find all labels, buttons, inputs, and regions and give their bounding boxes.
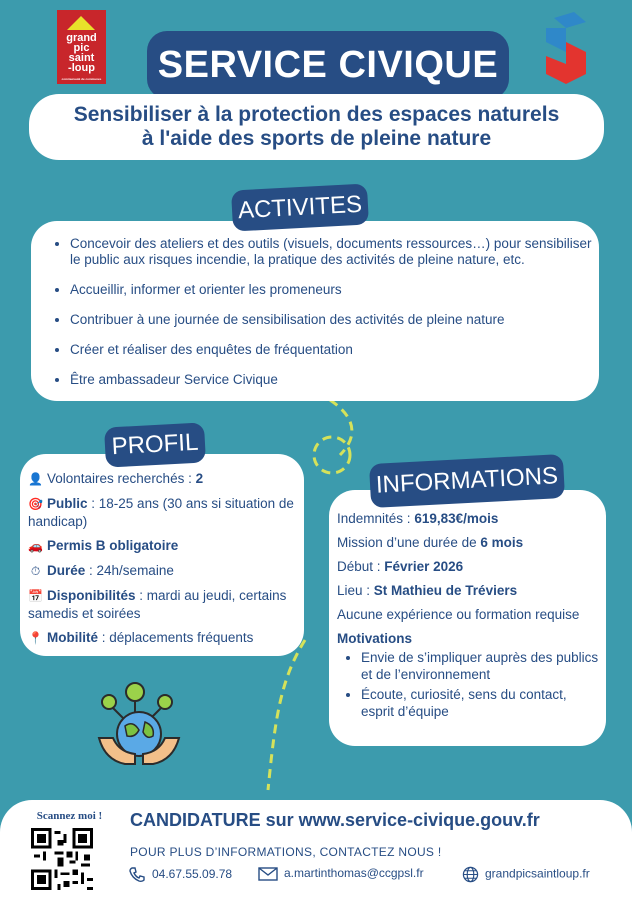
- page-title: SERVICE CIVIQUE: [147, 31, 509, 99]
- motivations-list: [337, 649, 603, 720]
- profil-permis: 🚗 Permis B obligatoire: [28, 538, 179, 553]
- target-icon: 🎯: [28, 497, 43, 511]
- subtitle-line-2: à l'aide des sports de pleine nature: [141, 127, 492, 150]
- profil-volontaires: 👤 Volontaires recherchés : 2: [28, 471, 204, 486]
- logo-text-line: pic: [73, 42, 90, 54]
- phone-icon: [128, 866, 146, 884]
- email-contact[interactable]: a.martinthomas@ccgpsl.fr: [258, 866, 424, 882]
- list-item: • Écoute, curiosité, sens du contact, esprit d’équipe: [361, 686, 603, 720]
- info-experience: Aucune expérience ou formation requise: [337, 607, 580, 622]
- logo-text-line: saint: [68, 52, 95, 64]
- car-icon: 🚗: [28, 539, 43, 553]
- profil-disponibilites: 📅 Disponibilités : mardi au jeudi, certains samedis et soirées: [28, 588, 287, 621]
- person-icon: 👤: [28, 472, 43, 486]
- info-debut: Début : Février 2026: [337, 559, 464, 574]
- info-motivations: Motivations • Envie de s’impliquer auprès des publics et de l’environnement • Écoute, curiosité, sens du contact, esprit d’équipe: [337, 630, 603, 720]
- logo-text-line: grand: [66, 32, 97, 44]
- profil-list: [28, 470, 300, 654]
- calendar-icon: 📅: [28, 589, 43, 603]
- candidature-link[interactable]: CANDIDATURE sur www.service-civique.gouv.fr: [130, 810, 540, 830]
- profil-public: 🎯 Public : 18-25 ans (30 ans si situation de handicap): [28, 496, 294, 529]
- info-lieu: Lieu : St Mathieu de Tréviers: [337, 583, 518, 598]
- grand-pic-saint-loup-logo: [57, 10, 106, 84]
- list-item: • Contribuer à une journée de sensibilisation des activités de pleine nature: [70, 312, 600, 328]
- contact-heading: POUR PLUS D’INFORMATIONS, CONTACTEZ NOUS !: [130, 845, 442, 859]
- subtitle-box: [29, 94, 604, 160]
- list-item: • Être ambassadeur Service Civique: [70, 372, 600, 388]
- stopwatch-icon: ⏱: [30, 564, 41, 578]
- mountain-icon: [67, 16, 95, 30]
- profil-heading: PROFIL: [104, 422, 206, 467]
- logo-text-line: -loup: [68, 62, 95, 74]
- list-item: • Créer et réaliser des enquêtes de fréquentation: [70, 342, 600, 358]
- route-icon: 📍: [28, 631, 43, 645]
- info-indemnites: Indemnités : 619,83€/mois: [337, 511, 499, 526]
- activites-heading: ACTIVITES: [231, 183, 369, 231]
- website-contact[interactable]: grandpicsaintloup.fr: [462, 866, 590, 883]
- phone-contact[interactable]: 04.67.55.09.78: [128, 866, 232, 884]
- qr-code-icon[interactable]: [31, 828, 93, 890]
- globe-icon: [462, 866, 479, 883]
- list-item: • Accueillir, informer et orienter les promeneurs: [70, 282, 600, 298]
- list-item: • Concevoir des ateliers et des outils (visuels, documents ressources…) pour sensibiliser le public aux risques incendie, la pratique des activités de pleine nature, etc.: [70, 236, 600, 268]
- profil-duree: ⏱ Durée : 24h/semaine: [28, 562, 300, 580]
- informations-heading: INFORMATIONS: [369, 454, 565, 508]
- earth-hands-illustration: [95, 680, 187, 772]
- profil-mobilite: 📍 Mobilité : déplacements fréquents: [28, 630, 254, 645]
- info-mission: Mission d’une durée de 6 mois: [337, 535, 524, 550]
- service-civique-logo-icon: [544, 12, 588, 84]
- subtitle-line-1: Sensibiliser à la protection des espaces naturels: [73, 103, 560, 126]
- activites-list: [52, 236, 600, 402]
- scan-label: Scannez moi !: [36, 810, 103, 822]
- mail-icon: [258, 866, 278, 882]
- informations-list: [337, 510, 603, 723]
- list-item: • Envie de s’impliquer auprès des publics et de l’environnement: [361, 649, 603, 683]
- logo-tagline: communauté de communes: [61, 77, 102, 81]
